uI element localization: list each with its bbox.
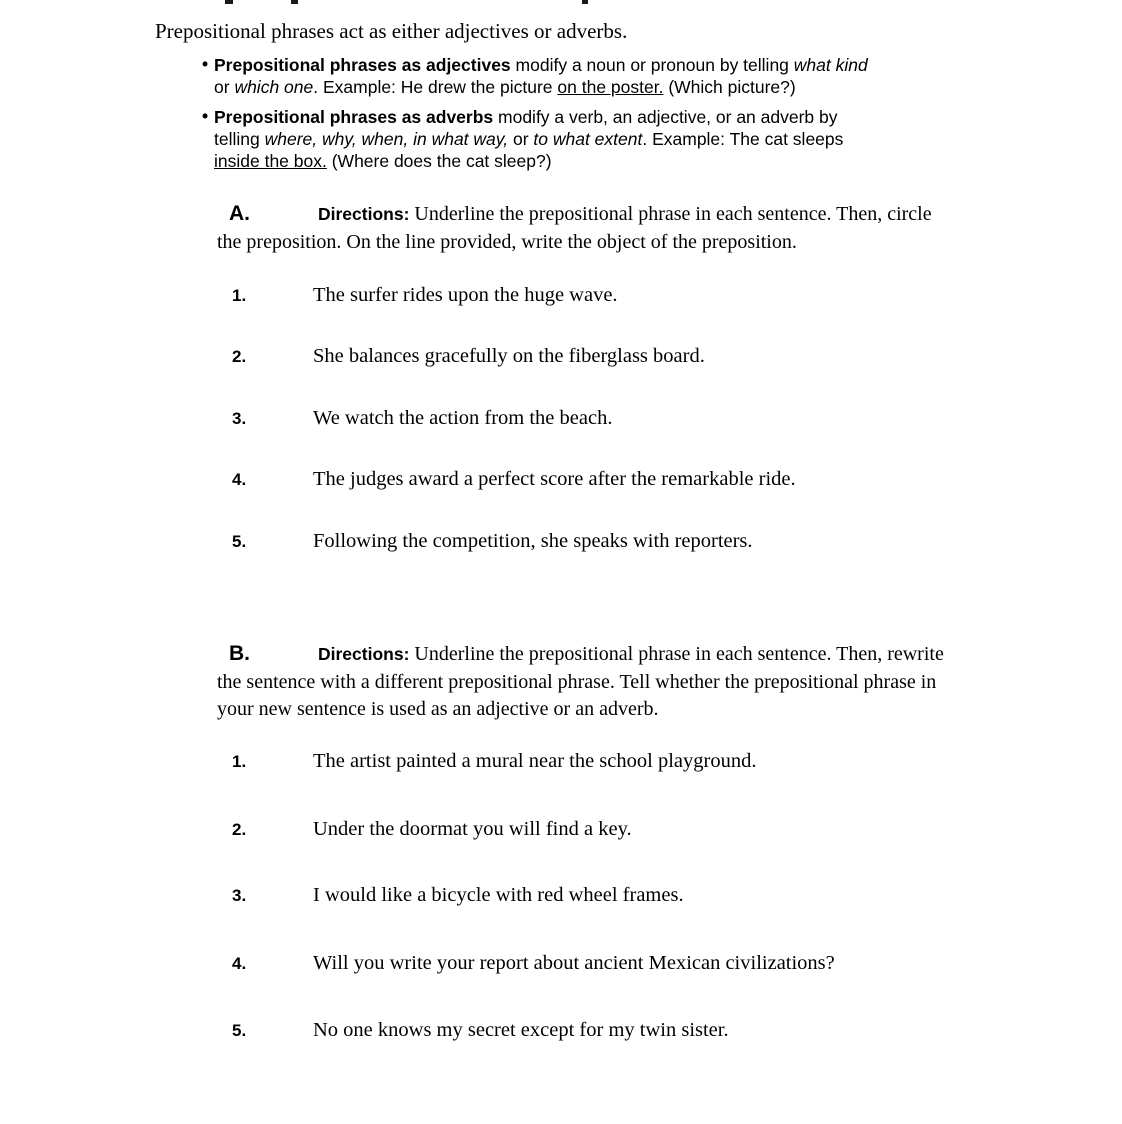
section-b-directions-text: Underline the prepositional phrase in each sentence. Then, rewrite the sentence with a different prepositional phrase. Tell whether the prepositional phrase in your new sentence is used as an adjective or an adverb.	[217, 643, 944, 720]
cut-off-text-fragment	[291, 0, 298, 4]
bullet-adverbs-italic-2: to what extent	[533, 129, 643, 149]
cut-off-text-fragment	[225, 0, 233, 4]
section-a-item-4	[232, 468, 796, 491]
item-number: 5.	[232, 532, 247, 551]
bullet-adjectives-text-3: . Example: He drew the picture	[313, 77, 558, 97]
item-sentence: Will you write your report about ancient Mexican civilizations?	[313, 952, 835, 974]
item-sentence: No one knows my secret except for my twin sister.	[313, 1019, 729, 1041]
bullet-adjectives-text-1: modify a noun or pronoun by telling	[510, 55, 794, 75]
intro-sentence: Prepositional phrases act as either adjectives or adverbs.	[155, 19, 628, 43]
bullet-icon: •	[202, 106, 209, 126]
section-a-item-3	[232, 407, 612, 430]
item-number: 1.	[232, 752, 247, 771]
bullet-adjectives-underlined-example: on the poster.	[557, 77, 664, 97]
bullet-adverbs-text-1: modify a verb, an adjective, or an adverb by telling	[214, 107, 838, 149]
section-b-item-3	[232, 884, 684, 907]
section-a-label: A.	[229, 202, 250, 225]
item-number: 3.	[232, 886, 247, 905]
bullet-adverbs-text-2: or	[508, 129, 534, 149]
cut-off-text-fragment	[582, 0, 588, 4]
section-a-directions	[217, 200, 957, 256]
item-sentence: The judges award a perfect score after the remarkable ride.	[313, 468, 796, 490]
section-b-item-1	[232, 750, 756, 773]
section-a-item-2	[232, 345, 705, 368]
item-number: 2.	[232, 820, 247, 839]
item-number: 1.	[232, 286, 247, 305]
bullet-icon: •	[202, 54, 209, 74]
section-b-item-5	[232, 1019, 729, 1042]
section-a-directions-text: Underline the prepositional phrase in each sentence. Then, circle the preposition. On the line provided, write the object of the preposition.	[217, 203, 932, 253]
section-b-directions	[217, 640, 957, 724]
item-sentence: Following the competition, she speaks with reporters.	[313, 530, 753, 552]
bullet-adjectives-text-4: (Which picture?)	[663, 77, 796, 97]
item-sentence: The artist painted a mural near the school playground.	[313, 750, 757, 772]
item-sentence: We watch the action from the beach.	[313, 407, 613, 429]
bullet-adverbs	[202, 106, 874, 172]
section-a-directions-label: Directions:	[318, 204, 410, 224]
item-number: 3.	[232, 409, 247, 428]
bullet-adjectives-text-2: or	[214, 77, 235, 97]
item-number: 4.	[232, 470, 247, 489]
item-sentence: Under the doormat you will find a key.	[313, 818, 632, 840]
section-a-item-1	[232, 284, 618, 307]
bullet-adjectives	[202, 54, 874, 98]
bullet-adjectives-italic-1: what kind	[793, 55, 868, 75]
bullet-adverbs-term: Prepositional phrases as adverbs	[214, 107, 494, 127]
bullet-adverbs-text-4: (Where does the cat sleep?)	[326, 151, 552, 171]
bullet-adverbs-italic-1: where, why, when, in what way,	[264, 129, 509, 149]
bullet-adjectives-italic-2: which one	[234, 77, 314, 97]
item-sentence: I would like a bicycle with red wheel frames.	[313, 884, 684, 906]
item-sentence: She balances gracefully on the fiberglass board.	[313, 345, 705, 367]
item-number: 5.	[232, 1021, 247, 1040]
section-b-item-2	[232, 818, 632, 841]
section-b-directions-label: Directions:	[318, 644, 410, 664]
item-number: 4.	[232, 954, 247, 973]
item-sentence: The surfer rides upon the huge wave.	[313, 284, 618, 306]
item-number: 2.	[232, 347, 247, 366]
section-b-item-4	[232, 952, 835, 975]
bullet-adverbs-underlined-example: inside the box.	[214, 151, 327, 171]
section-b-label: B.	[229, 642, 250, 665]
bullet-adverbs-text-3: . Example: The cat sleeps	[642, 129, 844, 149]
bullet-adjectives-term: Prepositional phrases as adjectives	[214, 55, 511, 75]
section-a-item-5	[232, 530, 753, 553]
